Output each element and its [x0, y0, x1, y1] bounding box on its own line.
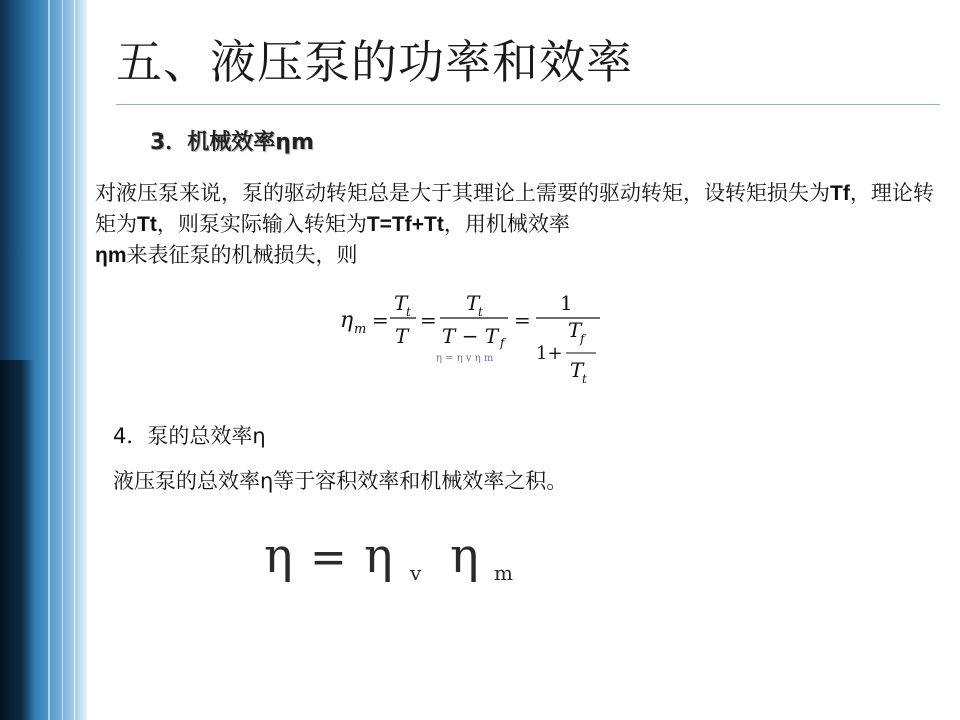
var-tf: Tf [830, 182, 850, 205]
section-4-heading: 4．泵的总效率η [113, 424, 266, 448]
para-text: ，理论转矩为 [95, 181, 934, 236]
section-3-paragraph [95, 178, 953, 271]
inner-fraction-denominator: T [570, 358, 584, 382]
fraction1-numerator-sub: t [406, 305, 411, 319]
inner-fraction-numerator: T [568, 318, 582, 342]
inner-fraction-denominator-sub: t [582, 372, 587, 386]
subscript-m: m [494, 561, 513, 585]
mechanical-efficiency-formula [338, 285, 608, 387]
eta-mechanical: η [450, 528, 479, 584]
fraction3-denominator-prefix: 1+ [536, 343, 563, 364]
fraction2-denominator-sub: f [500, 336, 505, 350]
section-3-heading: 3．机械效率ηm [150, 130, 314, 155]
inner-fraction-numerator-sub: f [580, 332, 585, 346]
fraction3-numerator: 1 [560, 291, 573, 315]
sidebar-stripe [74, 0, 75, 720]
equals-sign: = [372, 308, 389, 332]
var-eta-m: ηm [95, 244, 127, 267]
para-text: ，用机械效率 [443, 212, 570, 236]
eta-subscript: m [354, 322, 367, 337]
fraction1-numerator: T [394, 291, 408, 315]
eta-total: η [264, 528, 293, 584]
eta-symbol: η [340, 308, 354, 333]
sidebar-stripe [62, 0, 63, 720]
slide-title: 五、液压泵的功率和效率 [116, 35, 633, 89]
title-divider [116, 104, 940, 105]
sidebar-shadow [0, 360, 34, 720]
sidebar-stripe [48, 0, 50, 720]
para-text: 对液压泵来说，泵的驱动转矩总是大于其理论上需要的驱动转矩，设转矩损失为 [95, 181, 830, 205]
decorative-sidebar [0, 0, 88, 720]
para-text: 来表征泵的机械损失，则 [126, 243, 358, 267]
equals-sign: = [420, 308, 437, 332]
total-efficiency-formula [264, 528, 524, 594]
overlay-small-formula: η = η v η m [436, 353, 494, 364]
section-4-text: 液压泵的总效率η等于容积效率和机械效率之积。 [113, 469, 568, 493]
subscript-v: v [410, 561, 422, 585]
var-t: T=Tf+Tt [366, 213, 444, 236]
eta-volumetric: η [364, 528, 393, 584]
equals-sign: = [514, 308, 531, 332]
para-text: ，则泵实际输入转矩为 [156, 212, 367, 236]
fraction1-denominator: T [395, 324, 409, 348]
fraction2-numerator-sub: t [478, 305, 483, 319]
fraction2-denominator: T − T [442, 324, 499, 348]
equals-sign: = [310, 532, 347, 583]
var-tt: Tt [137, 213, 157, 236]
fraction2-numerator: T [466, 291, 480, 315]
